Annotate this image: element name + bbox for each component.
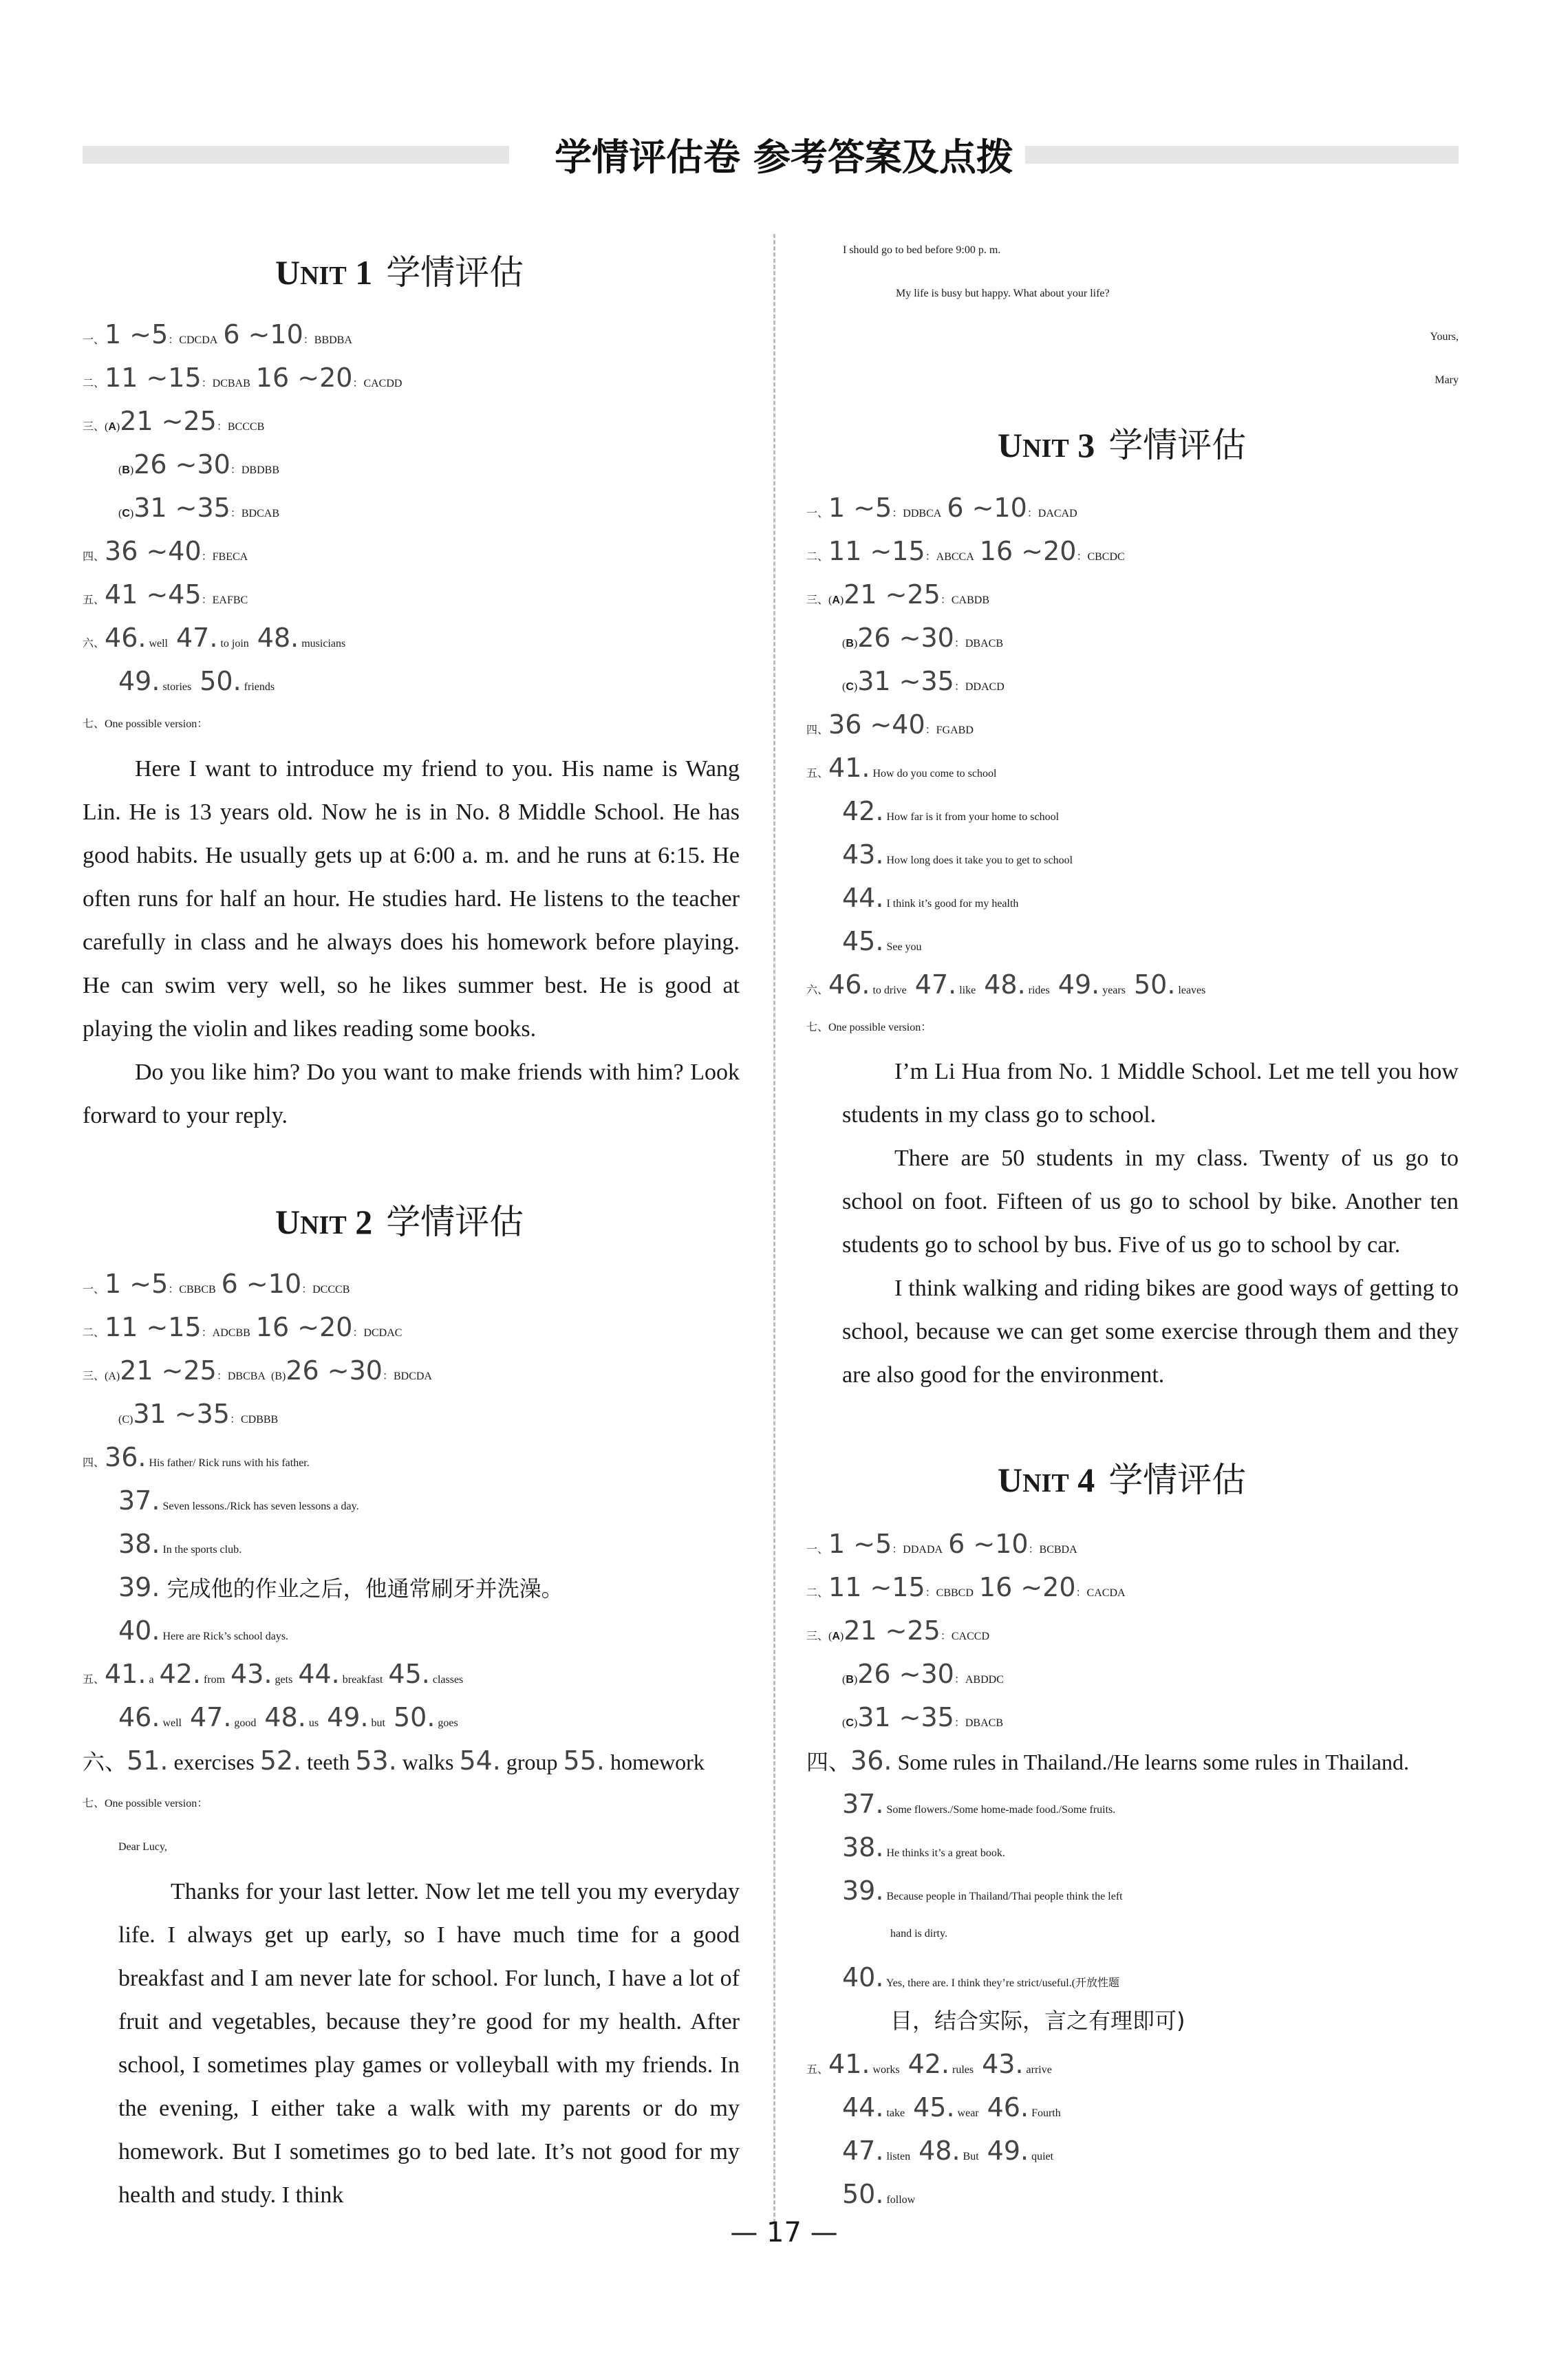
unit4-answer-line: 四、36. Some rules in Thailand./He learns some rules in Thailand.: [806, 1745, 1409, 1776]
unit3-answer-line: 二、11 ~15：ABCCA 16 ~20：CBCDC: [806, 536, 1125, 566]
unit3-answer-line: 四、36 ~40：FGABD: [806, 709, 974, 740]
letter-continuation: I should go to bed before 9:00 p. m.: [843, 244, 1001, 256]
unit2-answer-line: 五、41. a 42. from 43. gets 44. breakfast 45. classes: [83, 1659, 464, 1689]
unit4-answer-line: 50. follow: [842, 2179, 916, 2209]
unit2-answer-line: 六、51. exercises 52. teeth 53. walks 54. group 55. homework: [83, 1745, 705, 1776]
essay-paragraph: I think walking and riding bikes are good ways of getting to school, because we can get some exercise through them and they are also good for the environment.: [842, 1276, 1459, 1388]
essay-paragraph: Do you like him? Do you want to make friends with him? Look forward to your reply.: [83, 1060, 740, 1128]
letter-salutation: Dear Lucy,: [118, 1841, 167, 1853]
unit2-answer-line: 七、One possible version：: [83, 1798, 208, 1809]
unit1-answer-line: (B)26 ~30：DBDBB: [118, 449, 279, 480]
unit3-answer-line: (B)26 ~30：DBACB: [842, 623, 1003, 653]
letter-signature: Mary: [1435, 374, 1459, 386]
unit4-answer-line: 47. listen 48. But 49. quiet: [842, 2136, 1054, 2166]
unit4-answer-line: (B)26 ~30：ABDDC: [842, 1659, 1004, 1689]
unit2-letter: [118, 1870, 740, 2217]
unit3-answer-line: 六、46. to drive 47. like 48. rides 49. years 50. leaves: [806, 969, 1206, 1000]
unit1-answer-line: 五、41 ~45：EAFBC: [83, 579, 248, 610]
unit4-answer-line: (C)31 ~35：DBACB: [842, 1702, 1003, 1732]
unit2-answer-line: 四、36. His father/ Rick runs with his father.: [83, 1442, 310, 1472]
letter-closing: Yours,: [1430, 331, 1459, 343]
unit1-answer-line: 二、11 ~15：DCBAB 16 ~20：CACDD: [83, 363, 402, 393]
unit1-answer-line: 三、(A)21 ~25：BCCCB: [83, 406, 265, 436]
unit3-answer-line: 43. How long does it take you to get to school: [842, 839, 1073, 870]
unit1-title: UNIT 1 学情评估: [275, 252, 524, 292]
essay-paragraph: There are 50 students in my class. Twenty of us go to school on foot. Fifteen of us go to school by bike. Another ten students go to school by bus. Five of us go to school by car.: [842, 1146, 1459, 1258]
unit1-answer-line: 一、1 ~5：CDCDA 6 ~10：BBDBA: [83, 319, 352, 350]
unit3-answer-line: 五、41. How do you come to school: [806, 753, 997, 783]
unit1-answer-line: 四、36 ~40：FBECA: [83, 536, 248, 566]
unit4-answer-line: 38. He thinks it’s a great book.: [842, 1832, 1005, 1862]
unit2-title: UNIT 2 学情评估: [275, 1202, 524, 1242]
unit3-answer-line: 三、(A)21 ~25：CABDB: [806, 579, 990, 610]
page-title: 学情评估卷 参考答案及点拨: [555, 136, 1013, 179]
unit3-essay: [842, 1050, 1459, 1397]
unit3-answer-line: 一、1 ~5：DDBCA 6 ~10：DACAD: [806, 493, 1077, 523]
unit3-answer-line: 44. I think it’s good for my health: [842, 883, 1019, 913]
unit4-answer-line: 五、41. works 42. rules 43. arrive: [806, 2049, 1052, 2079]
unit2-answer-line: 一、1 ~5：CBBCB 6 ~10：DCCCB: [83, 1269, 350, 1299]
unit4-answer-line: hand is dirty.: [890, 1928, 947, 1939]
page-number: — 17 —: [730, 2217, 838, 2248]
unit4-answer-line: 44. take 45. wear 46. Fourth: [842, 2092, 1061, 2123]
unit3-answer-line: 七、One possible version：: [806, 1022, 932, 1033]
unit2-answer-line: 三、(A)21 ~25：DBCBA (B)26 ~30：BDCDA: [83, 1355, 432, 1386]
unit4-answer-line: 37. Some flowers./Some home-made food./Some fruits.: [842, 1789, 1116, 1819]
unit1-answer-line: 七、One possible version：: [83, 718, 208, 730]
unit4-answer-line: 二、11 ~15：CBBCD 16 ~20：CACDA: [806, 1572, 1126, 1602]
unit2-answer-line: (C)31 ~35：CDBBB: [118, 1399, 279, 1429]
unit4-title: UNIT 4 学情评估: [998, 1460, 1247, 1500]
unit2-answer-line: 46. well 47. good 48. us 49. but 50. goes: [118, 1702, 458, 1732]
unit4-answer-line: 39. Because people in Thailand/Thai people think the left: [842, 1876, 1123, 1906]
unit4-answer-line: 40. Yes, there are. I think they’re strict/useful.(开放性题: [842, 1962, 1120, 1992]
essay-paragraph: Here I want to introduce my friend to you. His name is Wang Lin. He is 13 years old. Now he is in No. 8 Middle School. He has good habits. He usually gets up at 6:00 a. m. and he runs at 6:15. He often runs for half an hour. He studies hard. He listens to the teacher carefully in class and he always does his homework before playing. He can swim very well, so he likes summer best. He is good at playing the violin and likes reading some books.: [83, 756, 740, 1042]
unit4-answer-line: 三、(A)21 ~25：CACCD: [806, 1615, 990, 1646]
unit2-answer-line: 二、11 ~15：ADCBB 16 ~20：DCDAC: [83, 1312, 402, 1342]
unit4-answer-line: 目，结合实际，言之有理即可): [890, 2008, 1185, 2034]
unit1-answer-line: 六、46. well 47. to join 48. musicians: [83, 623, 346, 653]
essay-paragraph: I’m Li Hua from No. 1 Middle School. Let me tell you how students in my class go to school.: [842, 1059, 1459, 1128]
letter-paragraph: Thanks for your last letter. Now let me tell you my everyday life. I always get up early, so I have much time for a good breakfast and I am never late for school. For lunch, I have a lot of fruit and vegetables, because they’re good for my health. After school, I sometimes play games or volleyball with my friends. In the evening, I either take a walk with my parents or do my homework. But I sometimes go to bed late. It’s not good for my health and study. I think: [118, 1879, 740, 2208]
unit2-answer-line: 39. 完成他的作业之后，他通常刷牙并洗澡。: [118, 1572, 563, 1602]
unit2-answer-line: 37. Seven lessons./Rick has seven lessons a day.: [118, 1485, 359, 1516]
unit3-answer-line: 45. See you: [842, 926, 922, 956]
unit1-answer-line: 49. stories 50. friends: [118, 666, 275, 696]
letter-paragraph: My life is busy but happy. What about your life?: [896, 288, 1110, 299]
unit2-answer-line: 40. Here are Rick’s school days.: [118, 1615, 289, 1646]
unit4-answer-line: 一、1 ~5：DDADA 6 ~10：BCBDA: [806, 1529, 1077, 1559]
column-divider: [773, 234, 775, 2229]
unit3-answer-line: 42. How far is it from your home to school: [842, 796, 1060, 826]
unit3-answer-line: (C)31 ~35：DDACD: [842, 666, 1005, 696]
unit3-title: UNIT 3 学情评估: [998, 425, 1247, 465]
unit1-answer-line: (C)31 ~35：BDCAB: [118, 493, 279, 523]
unit1-essay: [83, 747, 740, 1137]
unit2-answer-line: 38. In the sports club.: [118, 1529, 242, 1559]
